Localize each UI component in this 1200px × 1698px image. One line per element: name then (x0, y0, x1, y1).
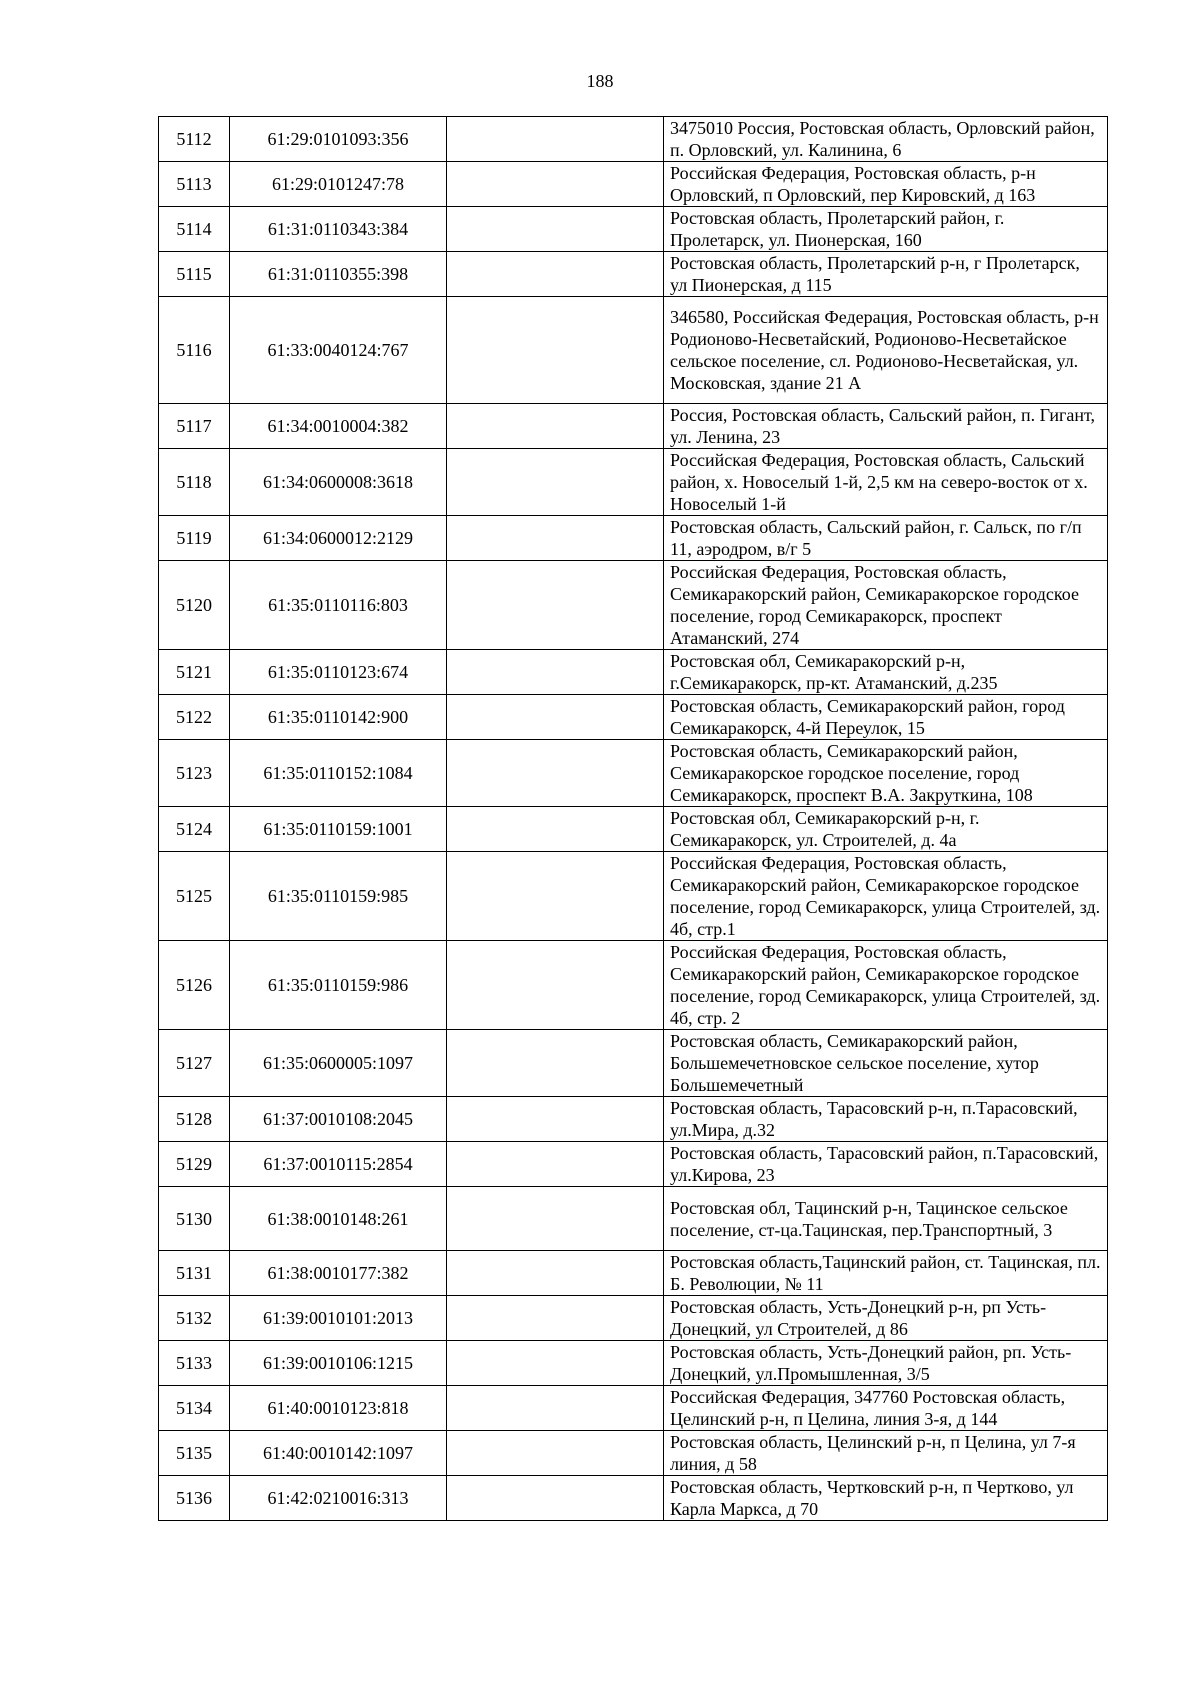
table-row (159, 807, 1108, 852)
cadastral-number-cell: 61:35:0110159:1001 (230, 807, 447, 852)
row-number-cell: 5112 (159, 117, 230, 162)
row-number-cell: 5130 (159, 1187, 230, 1251)
cadastral-number-cell: 61:40:0010142:1097 (230, 1431, 447, 1476)
empty-cell (447, 1251, 664, 1296)
empty-cell (447, 207, 664, 252)
cadastral-number-cell: 61:35:0600005:1097 (230, 1030, 447, 1097)
address-cell: Ростовская область, Тарасовский район, п.Тарасовский, ул.Кирова, 23 (664, 1142, 1108, 1187)
table-row (159, 740, 1108, 807)
table-row (159, 1142, 1108, 1187)
address-cell: Ростовская обл, Тацинский р-н, Тацинское сельское поселение, ст-ца.Тацинская, пер.Транспортный, 3 (664, 1187, 1108, 1251)
table-row (159, 941, 1108, 1030)
address-cell: Россия, Ростовская область, Сальский район, п. Гигант, ул. Ленина, 23 (664, 404, 1108, 449)
address-cell: Российская Федерация, 347760 Ростовская область, Целинский р-н, п Целина, линия 3-я, д 144 (664, 1386, 1108, 1431)
table-row (159, 117, 1108, 162)
cadastral-number-cell: 61:35:0110159:986 (230, 941, 447, 1030)
empty-cell (447, 404, 664, 449)
cadastral-number-cell: 61:42:0210016:313 (230, 1476, 447, 1521)
table-row (159, 650, 1108, 695)
row-number-cell: 5122 (159, 695, 230, 740)
empty-cell (447, 162, 664, 207)
address-cell: 346580, Российская Федерация, Ростовская область, р-н Родионово-Несветайский, Родионово-Несветайское сельское поселение, сл. Родионово-Несветайская, ул. Московская, здание 21 А (664, 297, 1108, 404)
cadastral-number-cell: 61:34:0010004:382 (230, 404, 447, 449)
empty-cell (447, 941, 664, 1030)
cadastral-number-cell: 61:29:0101247:78 (230, 162, 447, 207)
row-number-cell: 5136 (159, 1476, 230, 1521)
table-row (159, 561, 1108, 650)
property-registry-table (158, 116, 1108, 1521)
cadastral-number-cell: 61:38:0010177:382 (230, 1251, 447, 1296)
cadastral-number-cell: 61:38:0010148:261 (230, 1187, 447, 1251)
cadastral-number-cell: 61:37:0010115:2854 (230, 1142, 447, 1187)
address-cell: Ростовская область, Целинский р-н, п Целина, ул 7-я линия, д 58 (664, 1431, 1108, 1476)
row-number-cell: 5134 (159, 1386, 230, 1431)
empty-cell (447, 1187, 664, 1251)
cadastral-number-cell: 61:34:0600008:3618 (230, 449, 447, 516)
table-row (159, 1476, 1108, 1521)
row-number-cell: 5124 (159, 807, 230, 852)
empty-cell (447, 561, 664, 650)
address-cell: Российская Федерация, Ростовская область, Семикаракорский район, Семикаракорское городское поселение, город Семикаракорск, улица Строителей, зд. 4б, стр.1 (664, 852, 1108, 941)
empty-cell (447, 740, 664, 807)
table-row (159, 1386, 1108, 1431)
cadastral-number-cell: 61:35:0110159:985 (230, 852, 447, 941)
table-row (159, 1097, 1108, 1142)
row-number-cell: 5128 (159, 1097, 230, 1142)
row-number-cell: 5120 (159, 561, 230, 650)
row-number-cell: 5126 (159, 941, 230, 1030)
table-row (159, 162, 1108, 207)
table-row (159, 1341, 1108, 1386)
row-number-cell: 5127 (159, 1030, 230, 1097)
table-row (159, 207, 1108, 252)
row-number-cell: 5114 (159, 207, 230, 252)
cadastral-number-cell: 61:39:0010101:2013 (230, 1296, 447, 1341)
address-cell: Ростовская область, Усть-Донецкий р-н, рп Усть-Донецкий, ул Строителей, д 86 (664, 1296, 1108, 1341)
row-number-cell: 5121 (159, 650, 230, 695)
cadastral-number-cell: 61:35:0110123:674 (230, 650, 447, 695)
cadastral-number-cell: 61:31:0110343:384 (230, 207, 447, 252)
address-cell: Российская Федерация, Ростовская область, р-н Орловский, п Орловский, пер Кировский, д 163 (664, 162, 1108, 207)
row-number-cell: 5132 (159, 1296, 230, 1341)
empty-cell (447, 516, 664, 561)
cadastral-number-cell: 61:39:0010106:1215 (230, 1341, 447, 1386)
address-cell: Ростовская область, Сальский район, г. Сальск, по г/п 11, аэродром, в/г 5 (664, 516, 1108, 561)
row-number-cell: 5118 (159, 449, 230, 516)
empty-cell (447, 1431, 664, 1476)
table-row (159, 1296, 1108, 1341)
cadastral-number-cell: 61:37:0010108:2045 (230, 1097, 447, 1142)
empty-cell (447, 695, 664, 740)
cadastral-number-cell: 61:34:0600012:2129 (230, 516, 447, 561)
cadastral-number-cell: 61:35:0110116:803 (230, 561, 447, 650)
table-row (159, 1251, 1108, 1296)
empty-cell (447, 1296, 664, 1341)
address-cell: Ростовская область, Тарасовский р-н, п.Тарасовский, ул.Мира, д.32 (664, 1097, 1108, 1142)
table-row (159, 516, 1108, 561)
row-number-cell: 5117 (159, 404, 230, 449)
empty-cell (447, 449, 664, 516)
empty-cell (447, 1476, 664, 1521)
cadastral-number-cell: 61:29:0101093:356 (230, 117, 447, 162)
table-row (159, 449, 1108, 516)
empty-cell (447, 1030, 664, 1097)
address-cell: Ростовская область, Чертковский р-н, п Чертково, ул Карла Маркса, д 70 (664, 1476, 1108, 1521)
table-row (159, 1187, 1108, 1251)
row-number-cell: 5119 (159, 516, 230, 561)
address-cell: Ростовская область,Тацинский район, ст. Тацинская, пл. Б. Революции, № 11 (664, 1251, 1108, 1296)
cadastral-number-cell: 61:31:0110355:398 (230, 252, 447, 297)
cadastral-number-cell: 61:35:0110152:1084 (230, 740, 447, 807)
address-cell: Ростовская область, Пролетарский район, г. Пролетарск, ул. Пионерская, 160 (664, 207, 1108, 252)
cadastral-number-cell: 61:33:0040124:767 (230, 297, 447, 404)
row-number-cell: 5129 (159, 1142, 230, 1187)
address-cell: Ростовская область, Семикаракорский район, Большемечетновское сельское поселение, хутор Большемечетный (664, 1030, 1108, 1097)
address-cell: Российская Федерация, Ростовская область, Семикаракорский район, Семикаракорское городское поселение, город Семикаракорск, улица Строителей, зд. 4б, стр. 2 (664, 941, 1108, 1030)
address-cell: Ростовская обл, Семикаракорский р-н, г.Семикаракорск, пр-кт. Атаманский, д.235 (664, 650, 1108, 695)
address-cell: Ростовская обл, Семикаракорский р-н, г. Семикаракорск, ул. Строителей, д. 4а (664, 807, 1108, 852)
address-cell: Ростовская область, Семикаракорский район, Семикаракорское городское поселение, город Семикаракорск, проспект В.А. Закруткина, 108 (664, 740, 1108, 807)
address-cell: Российская Федерация, Ростовская область, Семикаракорский район, Семикаракорское городское поселение, город Семикаракорск, проспект Атаманский, 274 (664, 561, 1108, 650)
row-number-cell: 5135 (159, 1431, 230, 1476)
empty-cell (447, 117, 664, 162)
row-number-cell: 5116 (159, 297, 230, 404)
table-row (159, 297, 1108, 404)
table-row (159, 252, 1108, 297)
row-number-cell: 5131 (159, 1251, 230, 1296)
table-row (159, 1431, 1108, 1476)
cadastral-number-cell: 61:40:0010123:818 (230, 1386, 447, 1431)
row-number-cell: 5125 (159, 852, 230, 941)
table-row (159, 852, 1108, 941)
table-body (159, 117, 1108, 1521)
empty-cell (447, 1341, 664, 1386)
table-row (159, 404, 1108, 449)
empty-cell (447, 852, 664, 941)
address-cell: 3475010 Россия, Ростовская область, Орловский район, п. Орловский, ул. Калинина, 6 (664, 117, 1108, 162)
empty-cell (447, 297, 664, 404)
address-cell: Ростовская область, Усть-Донецкий район, рп. Усть-Донецкий, ул.Промышленная, 3/5 (664, 1341, 1108, 1386)
empty-cell (447, 650, 664, 695)
row-number-cell: 5115 (159, 252, 230, 297)
empty-cell (447, 807, 664, 852)
address-cell: Российская Федерация, Ростовская область, Сальский район, х. Новоселый 1-й, 2,5 км на северо-восток от х. Новоселый 1-й (664, 449, 1108, 516)
cadastral-number-cell: 61:35:0110142:900 (230, 695, 447, 740)
row-number-cell: 5113 (159, 162, 230, 207)
page-number: 188 (586, 71, 614, 91)
table-row (159, 695, 1108, 740)
empty-cell (447, 1097, 664, 1142)
empty-cell (447, 1386, 664, 1431)
empty-cell (447, 252, 664, 297)
address-cell: Ростовская область, Пролетарский р-н, г Пролетарск, ул Пионерская, д 115 (664, 252, 1108, 297)
address-cell: Ростовская область, Семикаракорский район, город Семикаракорск, 4-й Переулок, 15 (664, 695, 1108, 740)
empty-cell (447, 1142, 664, 1187)
row-number-cell: 5133 (159, 1341, 230, 1386)
table-row (159, 1030, 1108, 1097)
row-number-cell: 5123 (159, 740, 230, 807)
